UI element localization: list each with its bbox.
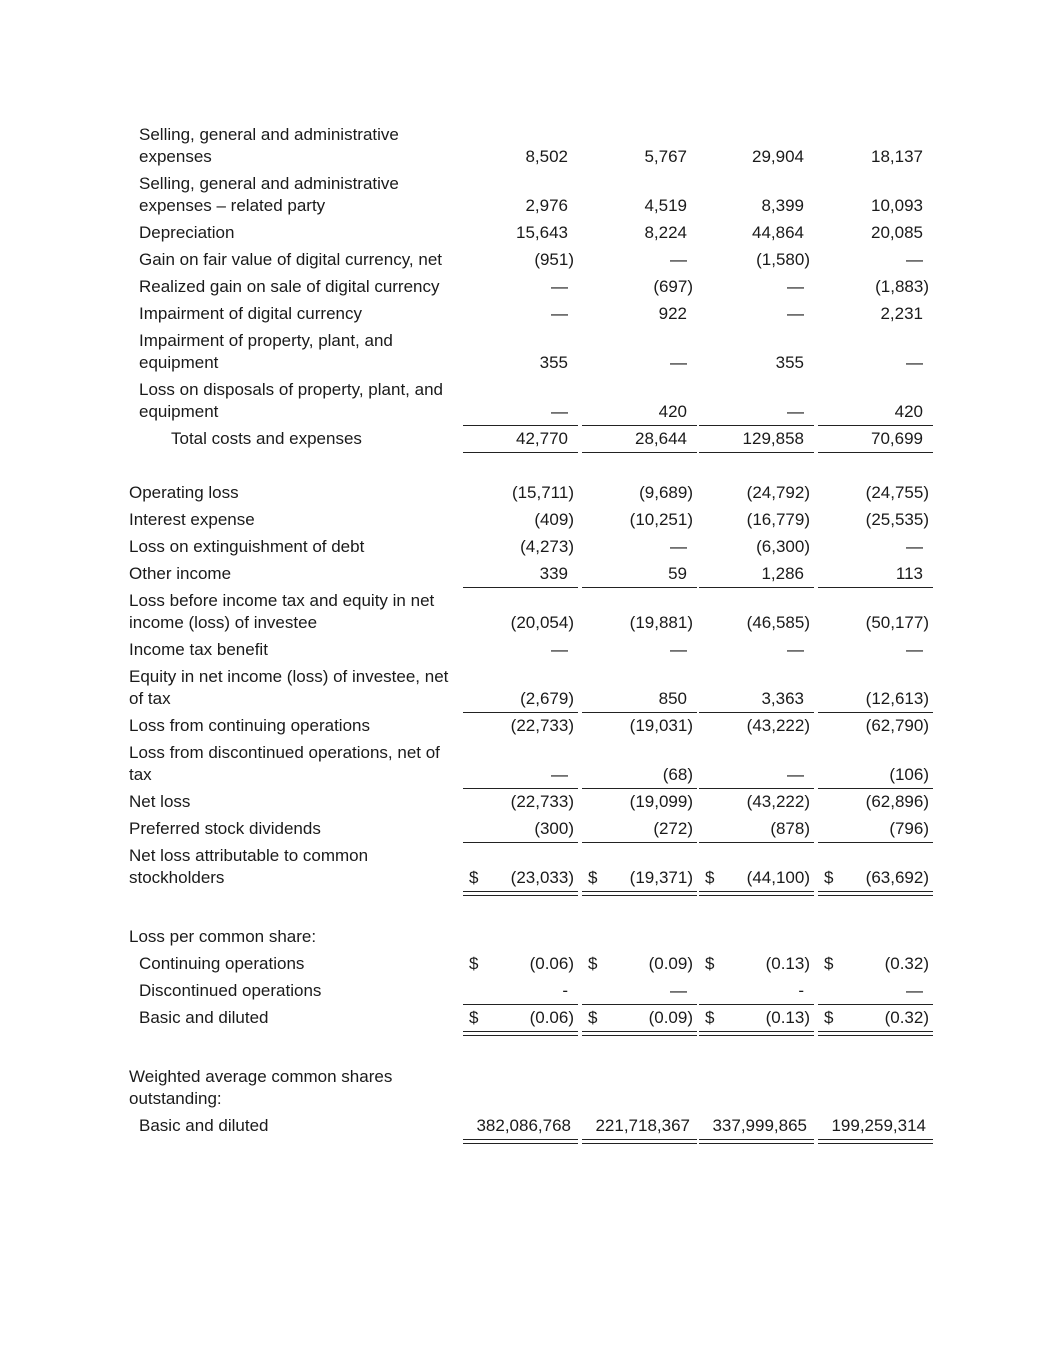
cell-value: 2,231 — [880, 304, 923, 323]
table-row — [0, 1007, 1055, 1029]
table-row — [0, 742, 1055, 786]
cell-value: 8,224 — [644, 223, 687, 242]
cell-value: (43,222) — [746, 716, 810, 735]
row-label: Selling, general and administrative — [139, 125, 399, 144]
cell-value: 355 — [775, 353, 804, 372]
cell-value: (0.13) — [765, 954, 810, 973]
table-row — [0, 1066, 1055, 1110]
cell-value: (24,792) — [746, 483, 810, 502]
cell-value: — — [906, 537, 923, 556]
row-label: equipment — [139, 353, 219, 372]
cell-value: (24,755) — [865, 483, 929, 502]
single-rule — [463, 425, 578, 426]
row-label: Equity in net income (loss) of investee, net — [129, 667, 449, 686]
single-rule — [582, 788, 697, 789]
single-rule — [463, 587, 578, 588]
cell-value: 382,086,768 — [476, 1116, 571, 1135]
currency-symbol: $ — [588, 954, 598, 973]
cell-value: (25,535) — [865, 510, 929, 529]
single-rule — [818, 587, 933, 588]
single-rule — [699, 425, 814, 426]
row-label: of tax — [129, 689, 171, 708]
table-row — [0, 509, 1055, 531]
cell-value: 5,767 — [644, 147, 687, 166]
currency-symbol: $ — [824, 954, 834, 973]
cell-value: 4,519 — [644, 196, 687, 215]
single-rule — [582, 842, 697, 843]
cell-value: — — [670, 353, 687, 372]
row-label: Continuing operations — [139, 954, 305, 973]
row-label: stockholders — [129, 868, 225, 887]
row-label: Loss on disposals of property, plant, and — [139, 380, 443, 399]
row-label: Net loss attributable to common — [129, 846, 369, 865]
row-label: Gain on fair value of digital currency, net — [139, 250, 443, 269]
single-rule — [699, 842, 814, 843]
cell-value: — — [906, 981, 923, 1000]
cell-value: (951) — [534, 250, 574, 269]
currency-symbol: $ — [705, 954, 715, 973]
table-row — [0, 124, 1055, 168]
row-label: income (loss) of investee — [129, 613, 318, 632]
currency-symbol: $ — [588, 1008, 598, 1027]
row-label: expenses — [139, 147, 212, 166]
cell-value: 70,699 — [871, 429, 923, 448]
double-rule — [582, 1139, 697, 1144]
cell-value: - — [798, 981, 804, 1000]
currency-symbol: $ — [824, 868, 834, 887]
cell-value: 3,363 — [761, 689, 804, 708]
cell-value: (12,613) — [865, 689, 929, 708]
cell-value: (63,692) — [865, 868, 929, 887]
cell-value: — — [787, 277, 804, 296]
cell-value: — — [551, 304, 568, 323]
cell-value: (62,896) — [865, 792, 929, 811]
table-row — [0, 482, 1055, 504]
double-rule — [818, 891, 933, 896]
single-rule — [818, 788, 933, 789]
cell-value: — — [906, 353, 923, 372]
row-label: Loss before income tax and equity in net — [129, 591, 435, 610]
single-rule — [582, 1004, 697, 1005]
cell-value: 420 — [894, 402, 923, 421]
cell-value: (19,881) — [629, 613, 693, 632]
row-label: Realized gain on sale of digital currency — [139, 277, 440, 296]
cell-value: — — [787, 304, 804, 323]
single-rule — [582, 452, 697, 453]
double-rule — [699, 1139, 814, 1144]
currency-symbol: $ — [588, 868, 598, 887]
currency-symbol: $ — [705, 868, 715, 887]
cell-value: (62,790) — [865, 716, 929, 735]
single-rule — [582, 712, 697, 713]
cell-value: (0.32) — [884, 954, 929, 973]
table-row — [0, 379, 1055, 423]
single-rule — [699, 712, 814, 713]
cell-value: (0.09) — [648, 954, 693, 973]
row-label: Discontinued operations — [139, 981, 322, 1000]
cell-value: 420 — [658, 402, 687, 421]
single-rule — [463, 1004, 578, 1005]
cell-value: 339 — [539, 564, 568, 583]
table-row — [0, 818, 1055, 840]
row-label: Interest expense — [129, 510, 255, 529]
double-rule — [582, 891, 697, 896]
cell-value: - — [562, 981, 568, 1000]
currency-symbol: $ — [469, 954, 479, 973]
cell-value: (15,711) — [511, 483, 574, 502]
single-rule — [463, 788, 578, 789]
single-rule — [699, 452, 814, 453]
table-row — [0, 980, 1055, 1002]
single-rule — [818, 452, 933, 453]
row-label: Depreciation — [139, 223, 235, 242]
cell-value: (10,251) — [629, 510, 693, 529]
currency-symbol: $ — [824, 1008, 834, 1027]
row-label: Loss per common share: — [129, 927, 317, 946]
table-row — [0, 276, 1055, 298]
cell-value: (697) — [653, 277, 693, 296]
row-label: Other income — [129, 564, 232, 583]
double-rule — [463, 1139, 578, 1144]
cell-value: 8,502 — [525, 147, 568, 166]
table-row — [0, 563, 1055, 585]
cell-value: 355 — [539, 353, 568, 372]
cell-value: (22,733) — [510, 792, 574, 811]
table-row — [0, 953, 1055, 975]
cell-value: (43,222) — [746, 792, 810, 811]
currency-symbol: $ — [705, 1008, 715, 1027]
table-row — [0, 845, 1055, 889]
cell-value: (50,177) — [865, 613, 929, 632]
cell-value: — — [551, 640, 568, 659]
cell-value: — — [906, 640, 923, 659]
row-label: Basic and diluted — [139, 1116, 269, 1135]
cell-value: — — [787, 765, 804, 784]
cell-value: — — [787, 402, 804, 421]
cell-value: (0.09) — [648, 1008, 693, 1027]
cell-value: 15,643 — [516, 223, 568, 242]
cell-value: 850 — [658, 689, 687, 708]
cell-value: 29,904 — [752, 147, 804, 166]
cell-value: (1,580) — [756, 250, 810, 269]
double-rule — [463, 891, 578, 896]
row-label: expenses – related party — [139, 196, 326, 215]
cell-value: (0.06) — [529, 1008, 574, 1027]
row-label: Basic and diluted — [139, 1008, 269, 1027]
cell-value: (106) — [889, 765, 929, 784]
row-label: Preferred stock dividends — [129, 819, 321, 838]
table-row — [0, 715, 1055, 737]
cell-value: (409) — [534, 510, 574, 529]
single-rule — [699, 788, 814, 789]
table-row — [0, 791, 1055, 813]
cell-value: (68) — [662, 765, 693, 784]
cell-value: 113 — [895, 564, 923, 583]
double-rule — [818, 1031, 933, 1036]
cell-value: (0.32) — [884, 1008, 929, 1027]
cell-value: 2,976 — [525, 196, 568, 215]
cell-value: (9,689) — [639, 483, 693, 502]
cell-value: (6,300) — [756, 537, 810, 556]
row-label: Weighted average common shares — [129, 1067, 393, 1086]
row-label: Impairment of digital currency — [139, 304, 362, 323]
cell-value: (796) — [889, 819, 929, 838]
row-label: equipment — [139, 402, 219, 421]
cell-value: (20,054) — [510, 613, 574, 632]
row-label: Impairment of property, plant, and — [139, 331, 393, 350]
row-label: Loss from continuing operations — [129, 716, 370, 735]
single-rule — [818, 425, 933, 426]
cell-value: 337,999,865 — [712, 1116, 807, 1135]
row-label: tax — [129, 765, 152, 784]
cell-value: (0.06) — [529, 954, 574, 973]
cell-value: (19,031) — [629, 716, 693, 735]
cell-value: (0.13) — [765, 1008, 810, 1027]
table-row — [0, 666, 1055, 710]
row-label: Total costs and expenses — [171, 429, 362, 448]
single-rule — [582, 425, 697, 426]
cell-value: 59 — [668, 564, 687, 583]
table-row — [0, 639, 1055, 661]
table-row — [0, 173, 1055, 217]
cell-value: — — [670, 981, 687, 1000]
double-rule — [818, 1139, 933, 1144]
cell-value: 18,137 — [871, 147, 923, 166]
cell-value: — — [670, 640, 687, 659]
row-label: outstanding: — [129, 1089, 222, 1108]
cell-value: (19,371) — [629, 868, 693, 887]
cell-value: (23,033) — [510, 868, 574, 887]
cell-value: (272) — [653, 819, 693, 838]
cell-value: — — [551, 402, 568, 421]
cell-value: 10,093 — [871, 196, 923, 215]
cell-value: — — [551, 277, 568, 296]
cell-value: (46,585) — [746, 613, 810, 632]
cell-value: (19,099) — [629, 792, 693, 811]
cell-value: 44,864 — [752, 223, 804, 242]
cell-value: (1,883) — [875, 277, 929, 296]
single-rule — [818, 842, 933, 843]
row-label: Operating loss — [129, 483, 239, 502]
cell-value: 8,399 — [761, 196, 804, 215]
row-label: Loss on extinguishment of debt — [129, 537, 365, 556]
cell-value: 20,085 — [871, 223, 923, 242]
cell-value: 199,259,314 — [831, 1116, 926, 1135]
single-rule — [699, 587, 814, 588]
cell-value: 129,858 — [742, 429, 804, 448]
currency-symbol: $ — [469, 868, 479, 887]
double-rule — [582, 1031, 697, 1036]
row-label: Selling, general and administrative — [139, 174, 399, 193]
cell-value: (300) — [534, 819, 574, 838]
cell-value: (16,779) — [746, 510, 810, 529]
cell-value: — — [670, 537, 687, 556]
single-rule — [582, 587, 697, 588]
double-rule — [463, 1031, 578, 1036]
single-rule — [818, 1004, 933, 1005]
table-row — [0, 222, 1055, 244]
table-row — [0, 590, 1055, 634]
table-row — [0, 536, 1055, 558]
cell-value: 42,770 — [516, 429, 568, 448]
table-row — [0, 249, 1055, 271]
table-row — [0, 428, 1055, 450]
cell-value: (22,733) — [510, 716, 574, 735]
single-rule — [818, 712, 933, 713]
currency-symbol: $ — [469, 1008, 479, 1027]
single-rule — [463, 452, 578, 453]
cell-value: — — [787, 640, 804, 659]
single-rule — [463, 712, 578, 713]
cell-value: (2,679) — [520, 689, 574, 708]
table-row — [0, 926, 1055, 948]
double-rule — [699, 1031, 814, 1036]
cell-value: — — [551, 765, 568, 784]
cell-value: — — [906, 250, 923, 269]
table-row — [0, 1115, 1055, 1137]
cell-value: — — [670, 250, 687, 269]
table-row — [0, 303, 1055, 325]
row-label: Loss from discontinued operations, net of — [129, 743, 440, 762]
row-label: Income tax benefit — [129, 640, 268, 659]
cell-value: 221,718,367 — [595, 1116, 690, 1135]
cell-value: (4,273) — [520, 537, 574, 556]
table-row — [0, 330, 1055, 374]
cell-value: 1,286 — [761, 564, 804, 583]
cell-value: 922 — [658, 304, 687, 323]
row-label: Net loss — [129, 792, 191, 811]
double-rule — [699, 891, 814, 896]
cell-value: 28,644 — [635, 429, 687, 448]
cell-value: (878) — [770, 819, 810, 838]
single-rule — [699, 1004, 814, 1005]
cell-value: (44,100) — [746, 868, 810, 887]
single-rule — [463, 842, 578, 843]
